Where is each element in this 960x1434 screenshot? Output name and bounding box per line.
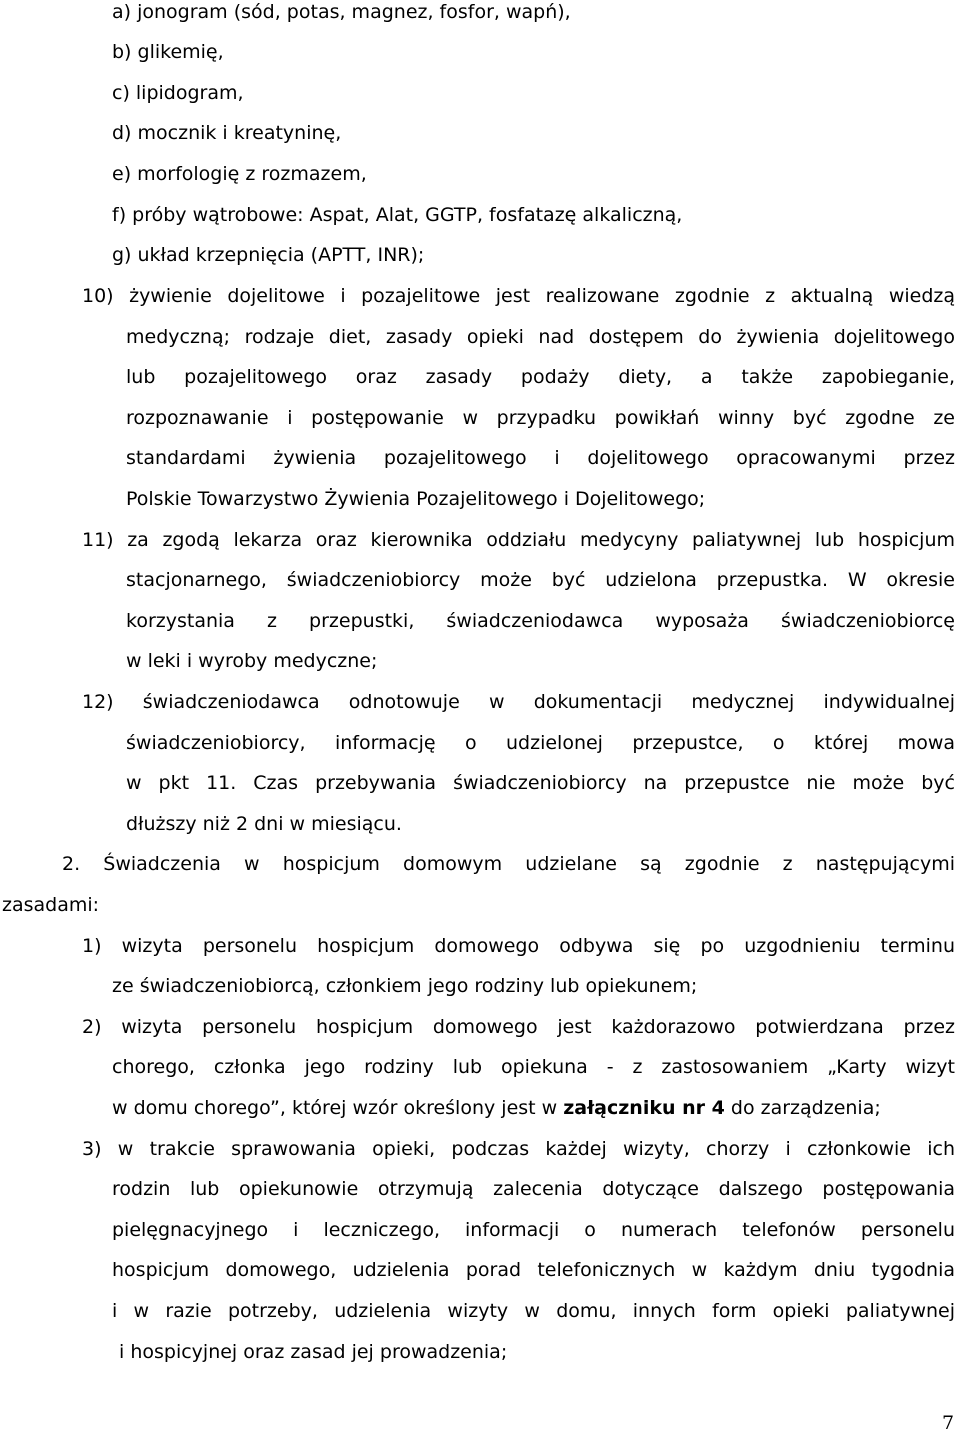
item-10-line-3: lub pozajelitowego oraz zasady podaży diety, a także zapobieganie, bbox=[126, 366, 955, 388]
s2-item-3-line-5: i w razie potrzeby, udzielenia wizyty w domu, innych form opieki paliatywnej bbox=[112, 1300, 955, 1322]
item-11-line-1: 11) za zgodą lekarza oraz kierownika oddziału medycyny paliatywnej lub hospicjum bbox=[82, 529, 955, 551]
item-10-line-4: rozpoznawanie i postępowanie w przypadku powikłań winny być zgodne ze bbox=[126, 407, 955, 429]
s2-item-3-line-6: i hospicyjnej oraz zasad jej prowadzenia; bbox=[119, 1341, 508, 1363]
s2-item-3-line-1: 3) w trakcie sprawowania opieki, podczas każdej wizyty, chorzy i członkowie ich bbox=[82, 1138, 955, 1160]
list-item-g: g) układ krzepnięcia (APTT, INR); bbox=[112, 244, 425, 266]
item-10-line-5: standardami żywienia pozajelitowego i dojelitowego opracowanymi przez bbox=[126, 447, 955, 469]
page-number: 7 bbox=[942, 1412, 955, 1434]
item-10-line-6: Polskie Towarzystwo Żywienia Pozajelitowego i Dojelitowego; bbox=[126, 488, 706, 510]
list-item-b: b) glikemię, bbox=[112, 41, 224, 63]
s2-item-3-line-4: hospicjum domowego, udzielenia porad telefonicznych w każdym dniu tygodnia bbox=[112, 1259, 955, 1281]
s2-item-2-line-3-text: w domu chorego”, której wzór określony jest w bbox=[112, 1097, 564, 1119]
s2-item-2-line-3 bbox=[112, 1096, 881, 1120]
item-11-line-2: stacjonarnego, świadczeniobiorcy może być udzielona przepustka. W okresie bbox=[126, 569, 955, 591]
list-item-f: f) próby wątrobowe: Aspat, Alat, GGTP, fosfatazę alkaliczną, bbox=[112, 204, 683, 226]
list-item-e: e) morfologię z rozmazem, bbox=[112, 163, 367, 185]
list-item-a: a) jonogram (sód, potas, magnez, fosfor, wapń), bbox=[112, 1, 571, 23]
s2-item-2-line-1: 2) wizyta personelu hospicjum domowego jest każdorazowo potwierdzana przez bbox=[82, 1016, 955, 1038]
item-11-line-4: w leki i wyroby medyczne; bbox=[126, 650, 378, 672]
s2-item-3-line-3: pielęgnacyjnego i leczniczego, informacji o numerach telefonów personelu bbox=[112, 1219, 955, 1241]
s2-item-2-line-2: chorego, członka jego rodziny lub opiekuna - z zastosowaniem „Karty wizyt bbox=[112, 1056, 955, 1078]
item-10-line-1: 10) żywienie dojelitowe i pozajelitowe jest realizowane zgodnie z aktualną wiedzą bbox=[82, 285, 955, 307]
section-2-line-2: zasadami: bbox=[2, 894, 100, 916]
list-item-c: c) lipidogram, bbox=[112, 82, 244, 104]
s2-item-1-line-1: 1) wizyta personelu hospicjum domowego odbywa się po uzgodnieniu terminu bbox=[82, 935, 955, 957]
attachment-reference: załączniku nr 4 bbox=[563, 1097, 725, 1119]
item-12-line-2: świadczeniobiorcy, informację o udzielonej przepustce, o której mowa bbox=[126, 732, 955, 754]
item-12-line-4: dłuższy niż 2 dni w miesiącu. bbox=[126, 813, 402, 835]
section-2-line-1: 2. Świadczenia w hospicjum domowym udzielane są zgodnie z następującymi bbox=[62, 853, 955, 875]
s2-item-3-line-2: rodzin lub opiekunowie otrzymują zalecenia dotyczące dalszego postępowania bbox=[112, 1178, 955, 1200]
list-item-d: d) mocznik i kreatyninę, bbox=[112, 122, 342, 144]
s2-item-1-line-2: ze świadczeniobiorcą, członkiem jego rodziny lub opiekunem; bbox=[112, 975, 698, 997]
item-12-line-1: 12) świadczeniodawca odnotowuje w dokumentacji medycznej indywidualnej bbox=[82, 691, 955, 713]
item-11-line-3: korzystania z przepustki, świadczeniodawca wyposaża świadczeniobiorcę bbox=[126, 610, 955, 632]
item-12-line-3: w pkt 11. Czas przebywania świadczeniobiorcy na przepustce nie może być bbox=[126, 772, 955, 794]
item-10-line-2: medyczną; rodzaje diet, zasady opieki nad dostępem do żywienia dojelitowego bbox=[126, 326, 955, 348]
s2-item-2-line-3-tail: do zarządzenia; bbox=[724, 1097, 881, 1119]
